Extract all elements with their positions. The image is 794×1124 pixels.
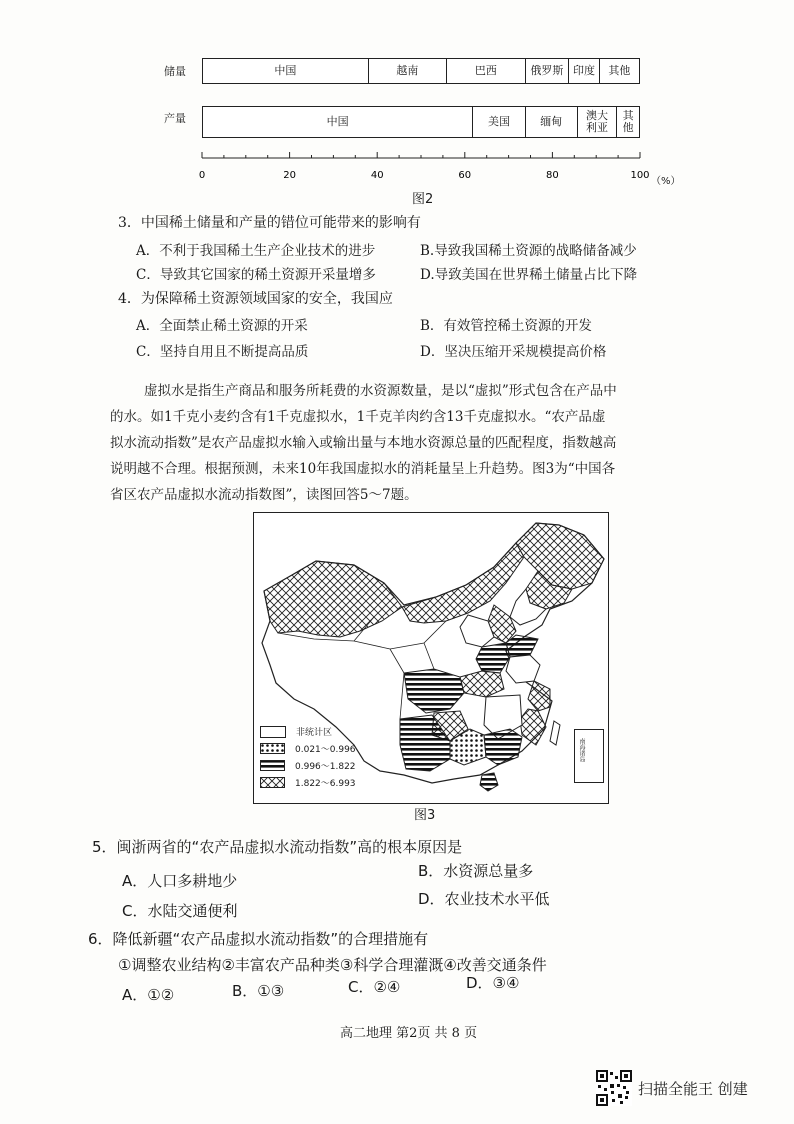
axis-tick-label: 60: [458, 170, 472, 181]
q6-option-b: B．①③: [232, 982, 285, 1000]
q5-option-a: A．人口多耕地少: [122, 872, 238, 890]
figure-2-caption: 图2: [412, 192, 434, 207]
bar-segment: 澳大利亚: [578, 107, 617, 137]
axis-tick-label: 40: [370, 170, 384, 181]
south-china-sea-inset: [574, 729, 604, 783]
q6-items: ①调整农业结构②丰富农产品种类③科学合理灌溉④改善交通条件: [118, 956, 547, 974]
legend-label: 0.996～1.822: [295, 762, 356, 772]
scanner-watermark: [596, 1070, 748, 1106]
legend-swatch-dots: [260, 743, 286, 755]
bar-segment: 美国: [473, 107, 525, 137]
row-label-output: 产量: [164, 112, 186, 125]
legend-swatch-crosshatch: [260, 777, 286, 789]
q5-option-c: C．水陆交通便利: [122, 902, 238, 920]
legend-label: 1.822～6.993: [295, 779, 356, 789]
bar-segment: 缅甸: [526, 107, 578, 137]
china-map-figure: [253, 512, 609, 804]
passage-line: 说明越不合理。根据预测，未来10年我国虚拟水的消耗量呈上升趋势。图3为“中国各: [110, 461, 616, 477]
q5-option-b: B．水资源总量多: [418, 862, 534, 880]
qr-code-icon: [596, 1070, 632, 1106]
bar-segment: 俄罗斯: [526, 59, 570, 83]
legend-swatch-blank: [260, 726, 286, 738]
q4-stem: 4．为保障稀土资源领域国家的安全，我国应: [118, 291, 393, 307]
row-label-reserves: 储量: [164, 65, 186, 78]
passage-line: 的水。如1千克小麦约含有1千克虚拟水，1千克羊肉约含13千克虚拟水。“农产品虚: [110, 409, 606, 425]
bar-segment: 中国: [203, 107, 473, 137]
axis-tick-label: 100: [630, 170, 650, 181]
watermark-text: 扫描全能王 创建: [638, 1079, 748, 1098]
axis-tick-label: 20: [283, 170, 296, 181]
map-legend: [260, 723, 356, 791]
q6-option-c: C．②④: [348, 978, 401, 996]
axis-unit: （%）: [651, 176, 681, 187]
figure-3-caption: 图3: [414, 808, 436, 823]
page-footer: 高二地理 第2页 共 8 页: [340, 1026, 478, 1041]
bar-segment: 巴西: [447, 59, 525, 83]
inset-label: 南海诸岛: [578, 738, 585, 762]
bar-segment: 中国: [203, 59, 369, 83]
q3-option-a: A．不利于我国稀土生产企业技术的进步: [136, 243, 376, 259]
passage: [110, 378, 690, 508]
q3-option-d: D.导致美国在世界稀土储量占比下降: [420, 267, 638, 283]
q4-option-a: A．全面禁止稀土资源的开采: [136, 318, 308, 334]
q3-option-b: B.导致我国稀土资源的战略储备减少: [420, 243, 637, 259]
legend-swatch-stripes: [260, 760, 286, 772]
q5-stem: 5．闽浙两省的“农产品虚拟水流动指数”高的根本原因是: [92, 838, 463, 856]
passage-line: 拟水流动指数”是农产品虚拟水输入或输出量与本地水资源总量的匹配程度，指数越高: [110, 435, 617, 451]
axis-tick-label: 0: [198, 170, 206, 181]
q5-option-d: D．农业技术水平低: [418, 890, 550, 908]
q4-option-c: C．坚持自用且不断提高品质: [136, 344, 309, 360]
q6-option-a: A．①②: [122, 986, 175, 1004]
q4-option-d: D．坚决压缩开采规模提高价格: [420, 344, 607, 360]
legend-item: [260, 757, 356, 774]
axis-tick-label: 80: [546, 170, 559, 181]
legend-item: [260, 774, 356, 791]
bar-segment: 越南: [369, 59, 447, 83]
legend-label: 非统计区: [296, 728, 333, 738]
legend-item: [260, 740, 356, 757]
q6-option-d: D．③④: [466, 974, 520, 992]
bar-segment: 其他: [622, 109, 634, 134]
passage-line: 虚拟水是指生产商品和服务所耗费的水资源数量，是以“虚拟”形式包含在产品中: [144, 383, 617, 399]
bar-output: [202, 106, 640, 138]
bar-reserves: [202, 58, 640, 84]
x-axis: [195, 152, 665, 182]
legend-label: 0.021～0.996: [295, 745, 356, 755]
q6-stem: 6．降低新疆“农产品虚拟水流动指数”的合理措施有: [88, 930, 429, 948]
q3-stem: 3．中国稀土储量和产量的错位可能带来的影响有: [118, 215, 421, 231]
bar-segment: 其他: [608, 64, 631, 77]
bar-segment: 印度: [569, 59, 600, 83]
q3-option-c: C．导致其它国家的稀土资源开采量增多: [136, 267, 376, 283]
legend-item: [260, 723, 356, 740]
q4-option-b: B．有效管控稀土资源的开发: [420, 318, 592, 334]
passage-line: 省区农产品虚拟水流动指数图”，读图回答5～7题。: [110, 487, 418, 503]
